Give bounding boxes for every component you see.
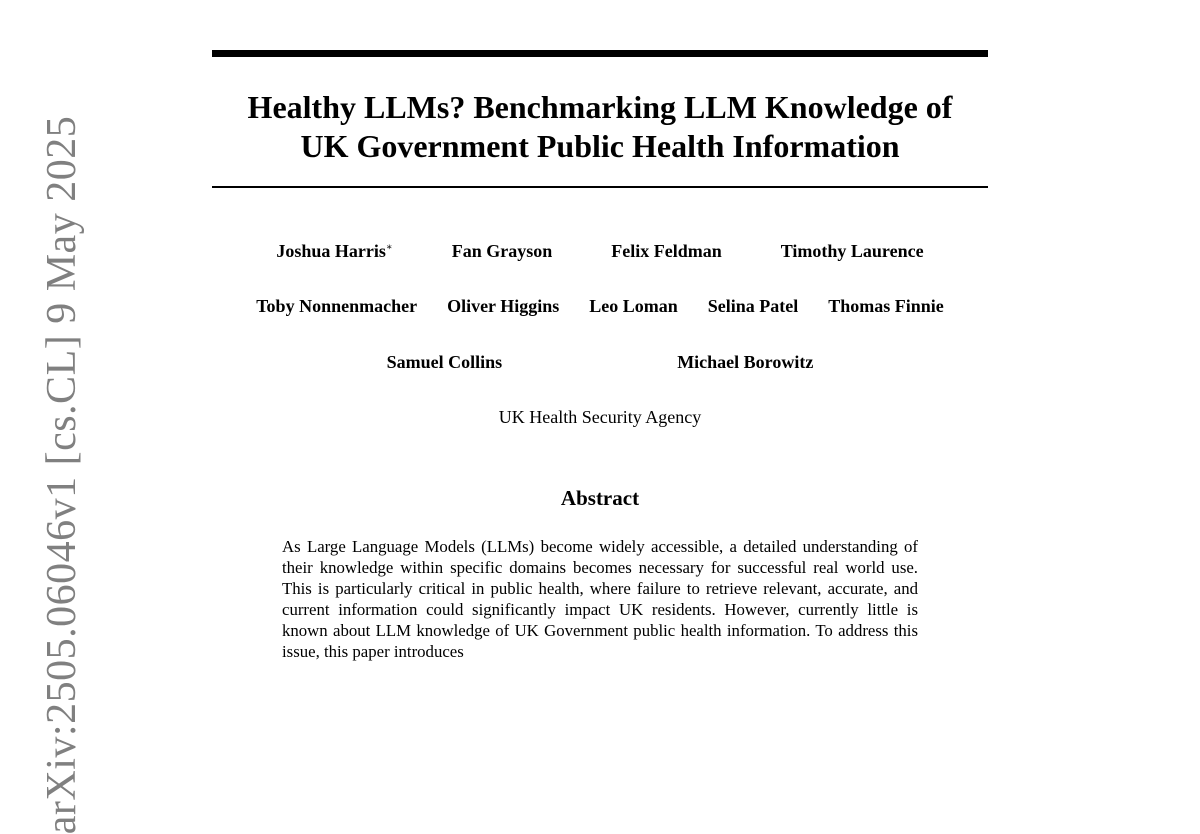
author-name: Thomas Finnie xyxy=(828,296,944,316)
author-name: Samuel Collins xyxy=(386,352,503,372)
author-name: Timothy Laurence xyxy=(780,241,924,261)
title-bottom-rule xyxy=(212,186,988,188)
author-name: Toby Nonnenmacher xyxy=(256,296,418,316)
corresponding-author-mark: ∗ xyxy=(385,242,393,253)
author-row-3 xyxy=(212,352,988,373)
title-line-1: Healthy LLMs? Benchmarking LLM Knowledge of xyxy=(247,89,953,125)
author-name: Fan Grayson xyxy=(451,241,553,261)
author-row-2 xyxy=(212,296,988,317)
author-name: Leo Loman xyxy=(589,296,678,316)
abstract-body: As Large Language Models (LLMs) become widely accessible, a detailed understanding of their knowledge within specific domains becomes necessary for successful real world use. This is particularly critical in public health, where failure to retrieve relevant, accurate, and current information could significantly impact UK residents. However, currently little is known about LLM knowledge of UK Government public health information. To address this issue, this paper introduces xyxy=(282,537,918,661)
title-top-rule xyxy=(212,50,988,57)
arxiv-side-stamp: arXiv:2505.06046v1 [cs.CL] 9 May 2025 xyxy=(39,115,85,834)
author-name: Joshua Harris∗ xyxy=(276,241,393,261)
author-row-1 xyxy=(212,241,988,262)
affiliation: UK Health Security Agency xyxy=(498,407,702,427)
author-name: Felix Feldman xyxy=(611,241,722,261)
author-name: Oliver Higgins xyxy=(447,296,560,316)
abstract-heading: Abstract xyxy=(560,486,640,510)
paper-title xyxy=(200,88,1000,166)
author-name: Selina Patel xyxy=(707,296,799,316)
title-line-2: UK Government Public Health Information xyxy=(300,128,900,164)
author-name: Michael Borowitz xyxy=(677,352,814,372)
